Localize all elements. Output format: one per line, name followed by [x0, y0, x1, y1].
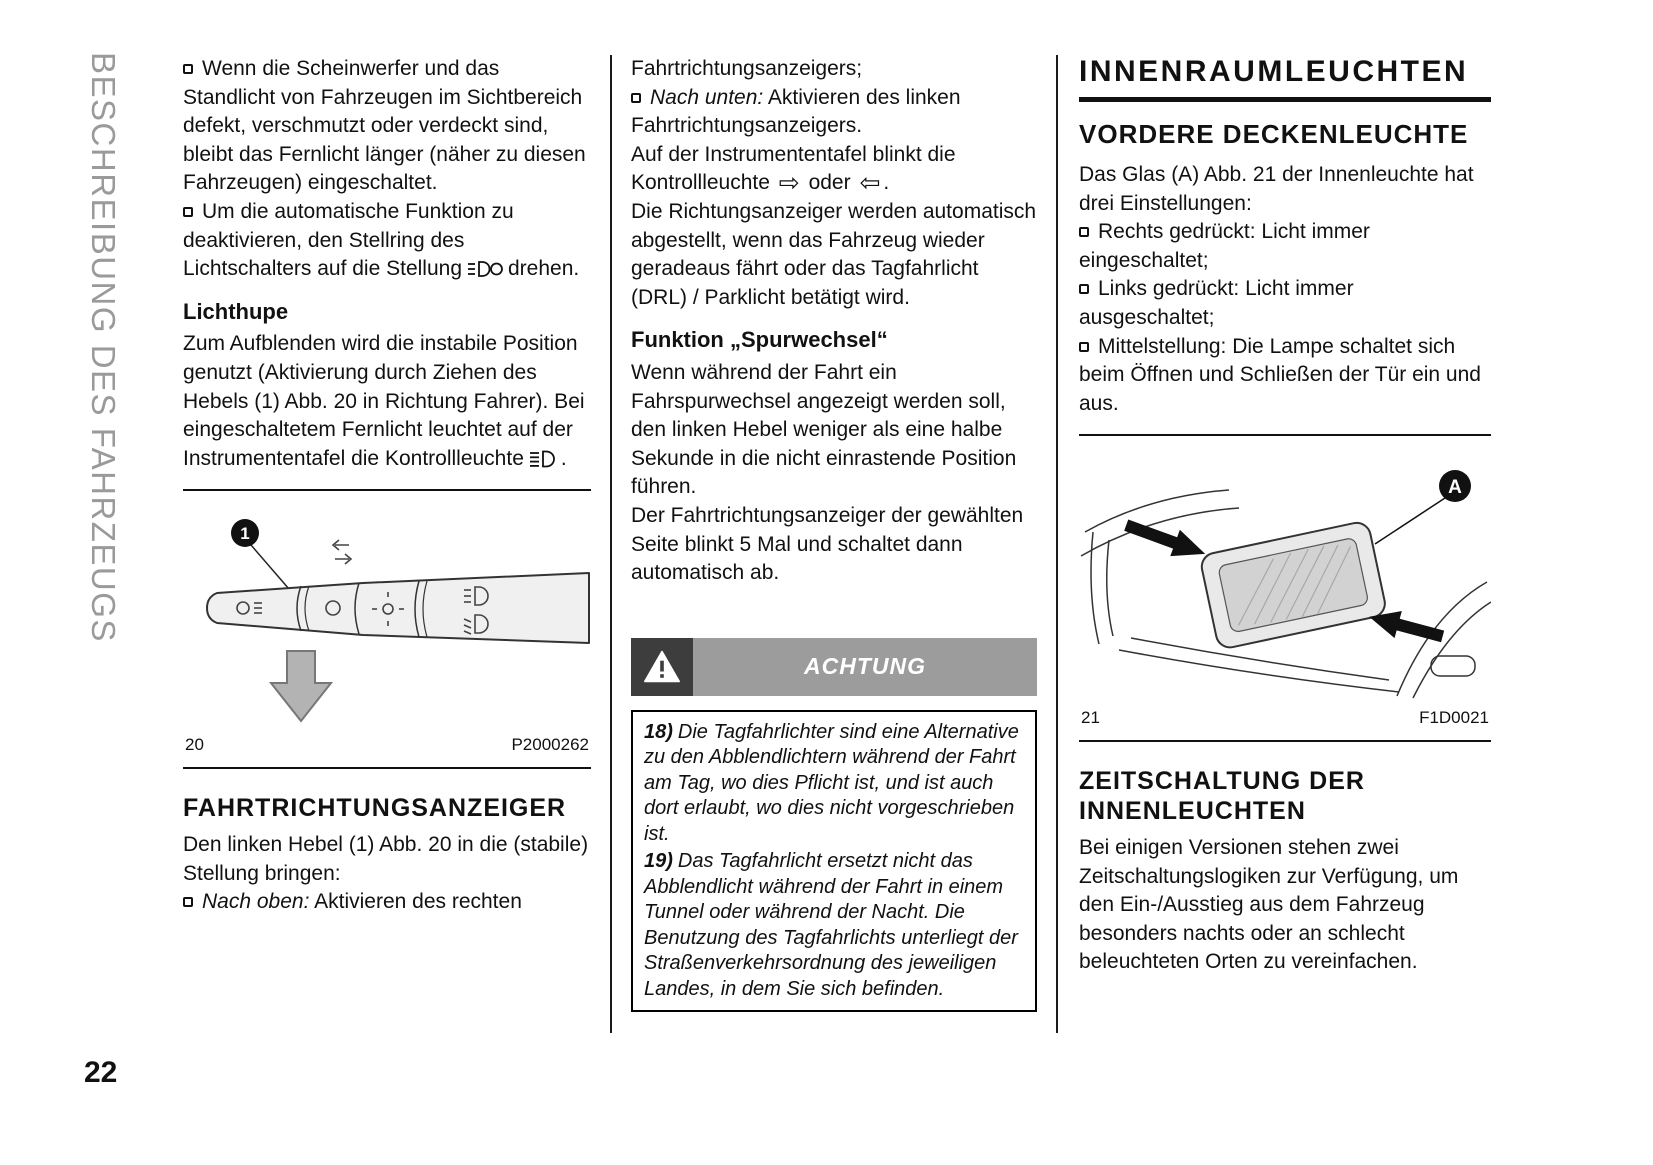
chapter-sidebar-label: BESCHREIBUNG DES FAHRZEUGS [85, 52, 122, 643]
paragraph: Wenn während der Fahrt ein Fahrspurwechsel angezeigt werden soll, den linken Hebel weniger als eine halbe Sekunde in die nicht einrastende Position führen. [631, 360, 1017, 499]
note-18 [644, 720, 1024, 848]
column-2 [631, 55, 1037, 1012]
paragraph-text: Um die automatische Funktion zu deaktivieren, den Stellring des Lichtschalters auf die Stellung [183, 199, 514, 281]
note-number: 19) [644, 850, 673, 873]
note-text: Die Tagfahrlichter sind eine Alternative zu den Abblendlichtern während der Fahrt am Tag, wo dies Pflicht ist, und ist auch dort erlaubt, wo dies nicht vorgeschrieben ist. [644, 720, 1019, 845]
note-19 [644, 849, 1024, 1002]
paragraph-text: Aktivieren des rechten [309, 890, 522, 914]
paragraph-text: Auf der Instrumententafel blinkt die Kontrollleuchte [631, 142, 956, 195]
bullet-paragraph [1079, 275, 1491, 332]
figure-number: 20 [185, 735, 204, 755]
bullet-paragraph [631, 84, 1037, 141]
paragraph: Bei einigen Versionen stehen zwei Zeitschaltungslogiken zur Verfügung, um den Ein-/Ausstieg aus dem Fahrzeug besonders nachts oder an schlecht beleuchteten Orten zu vereinfachen. [1079, 835, 1459, 974]
figure-20 [183, 489, 591, 769]
heading-lichthupe: Lichthupe [183, 298, 289, 324]
bullet-square-icon [183, 207, 193, 217]
bullet-square-icon [1079, 227, 1089, 237]
page-number: 22 [84, 1056, 118, 1089]
paragraph [183, 330, 591, 473]
callout-1-label: 1 [240, 524, 250, 544]
heading-vordere-deckenleuchte: VORDERE DECKENLEUCHTE [1079, 119, 1469, 149]
paragraph-text: Rechts gedrückt: Licht immer eingeschaltet; [1079, 220, 1370, 272]
column-divider [610, 55, 612, 1033]
paragraph: Die Richtungsanzeiger werden automatisch abgestellt, wenn das Fahrzeug wieder geradeaus fährt oder das Tagfahrlicht (DRL) / Parklicht betätigt wird. [631, 199, 1037, 309]
figure-21-caption [1079, 702, 1491, 740]
bullet-paragraph [183, 888, 591, 917]
warning-icon-cell [631, 638, 693, 696]
bullet-square-icon [1079, 342, 1089, 352]
paragraph-text: Aktivieren des linken Fahrtrichtungsanzeigers. [631, 85, 961, 138]
heading-zeitschaltung: ZEITSCHALTUNG DER INNENLEUCHTEN [1079, 766, 1365, 825]
figure-21 [1079, 434, 1491, 742]
column-3 [1079, 55, 1491, 977]
warning-title: ACHTUNG [693, 638, 1037, 696]
bullet-square-icon [1079, 284, 1089, 294]
paragraph-text: Links gedrückt: Licht immer ausgeschaltet; [1079, 277, 1354, 329]
paragraph: Den linken Hebel (1) Abb. 20 in die (stabile) Stellung bringen: [183, 832, 589, 885]
heading-fahrtrichtungsanzeiger: FAHRTRICHTUNGSANZEIGER [183, 793, 567, 822]
figure-21-ceiling-light-illustration [1079, 444, 1491, 702]
column-1 [183, 55, 591, 917]
legal-notes-box [631, 710, 1037, 1013]
paragraph-text: oder [808, 171, 851, 195]
turn-signal-right-icon: ⇨ [778, 168, 800, 198]
figure-code: P2000262 [511, 735, 589, 755]
bullet-lead-italic: Nach oben: [202, 890, 310, 914]
figure-code: F1D0021 [1419, 708, 1489, 728]
bullet-paragraph [1079, 333, 1491, 419]
paragraph-text: . [883, 171, 890, 195]
paragraph-text: Zum Aufblenden wird die instabile Position genutzt (Aktivierung durch Ziehen des Hebels (1) Abb. 20 in Richtung Fahrer). Bei eingeschaltetem Fernlicht leuchtet auf der Instrumententafel die Kontrollleuchte [183, 332, 585, 470]
light-switch-ring-icon [467, 260, 503, 278]
high-beam-indicator-icon [529, 450, 556, 468]
paragraph-text: drehen. [508, 257, 580, 281]
figure-20-caption [183, 729, 591, 767]
bullet-paragraph [1079, 218, 1491, 275]
note-text: Das Tagfahrlicht ersetzt nicht das Abblendlicht während der Fahrt in einem Tunnel oder während der Nacht. Die Benutzung des Tagfahrlichts unterliegt der Straßenverkehrsordnung des jeweiligen Landes, in dem Sie sich befinden. [644, 850, 1018, 1000]
bullet-square-icon [631, 93, 641, 103]
paragraph-text: Wenn die Scheinwerfer und das Standlicht von Fahrzeugen im Sichtbereich defekt, verschmutzt oder verdeckt sind, bleibt das Fernlicht länger (näher zu diesen Fahrzeugen) eingeschaltet. [183, 57, 586, 195]
turn-signal-left-icon: ⇦ [859, 168, 881, 198]
paragraph: Fahrtrichtungsanzeigers; [631, 57, 863, 80]
heading-spurwechsel: Funktion „Spurwechsel“ [631, 327, 888, 353]
paragraph: Der Fahrtrichtungsanzeiger der gewählten Seite blinkt 5 Mal und schaltet dann automatisch ab. [631, 503, 1024, 585]
paragraph: Das Glas (A) Abb. 21 der Innenleuchte hat drei Einstellungen: [1079, 163, 1474, 215]
column-divider [1056, 55, 1058, 1033]
bullet-paragraph [183, 55, 591, 198]
paragraph-text: . [560, 446, 567, 470]
figure-number: 21 [1081, 708, 1100, 728]
ceiling-lamp-lens [1199, 521, 1387, 651]
paragraph-text: Mittelstellung: Die Lampe schaltet sich beim Öffnen und Schließen der Tür ein und aus. [1079, 334, 1481, 415]
push-down-arrow [271, 651, 331, 721]
paragraph [631, 141, 1037, 198]
note-number: 18) [644, 720, 673, 743]
figure-20-control-stalk-illustration [183, 499, 591, 729]
callout-a-label: A [1448, 477, 1462, 499]
bullet-square-icon [183, 897, 193, 907]
heading-innenraumleuchten: INNENRAUMLEUCHTEN [1079, 55, 1491, 102]
warning-triangle-icon [642, 649, 682, 685]
bullet-square-icon [183, 64, 193, 74]
bullet-lead-italic: Nach unten: [650, 85, 764, 109]
bullet-paragraph [183, 198, 591, 284]
warning-banner [631, 638, 1037, 696]
